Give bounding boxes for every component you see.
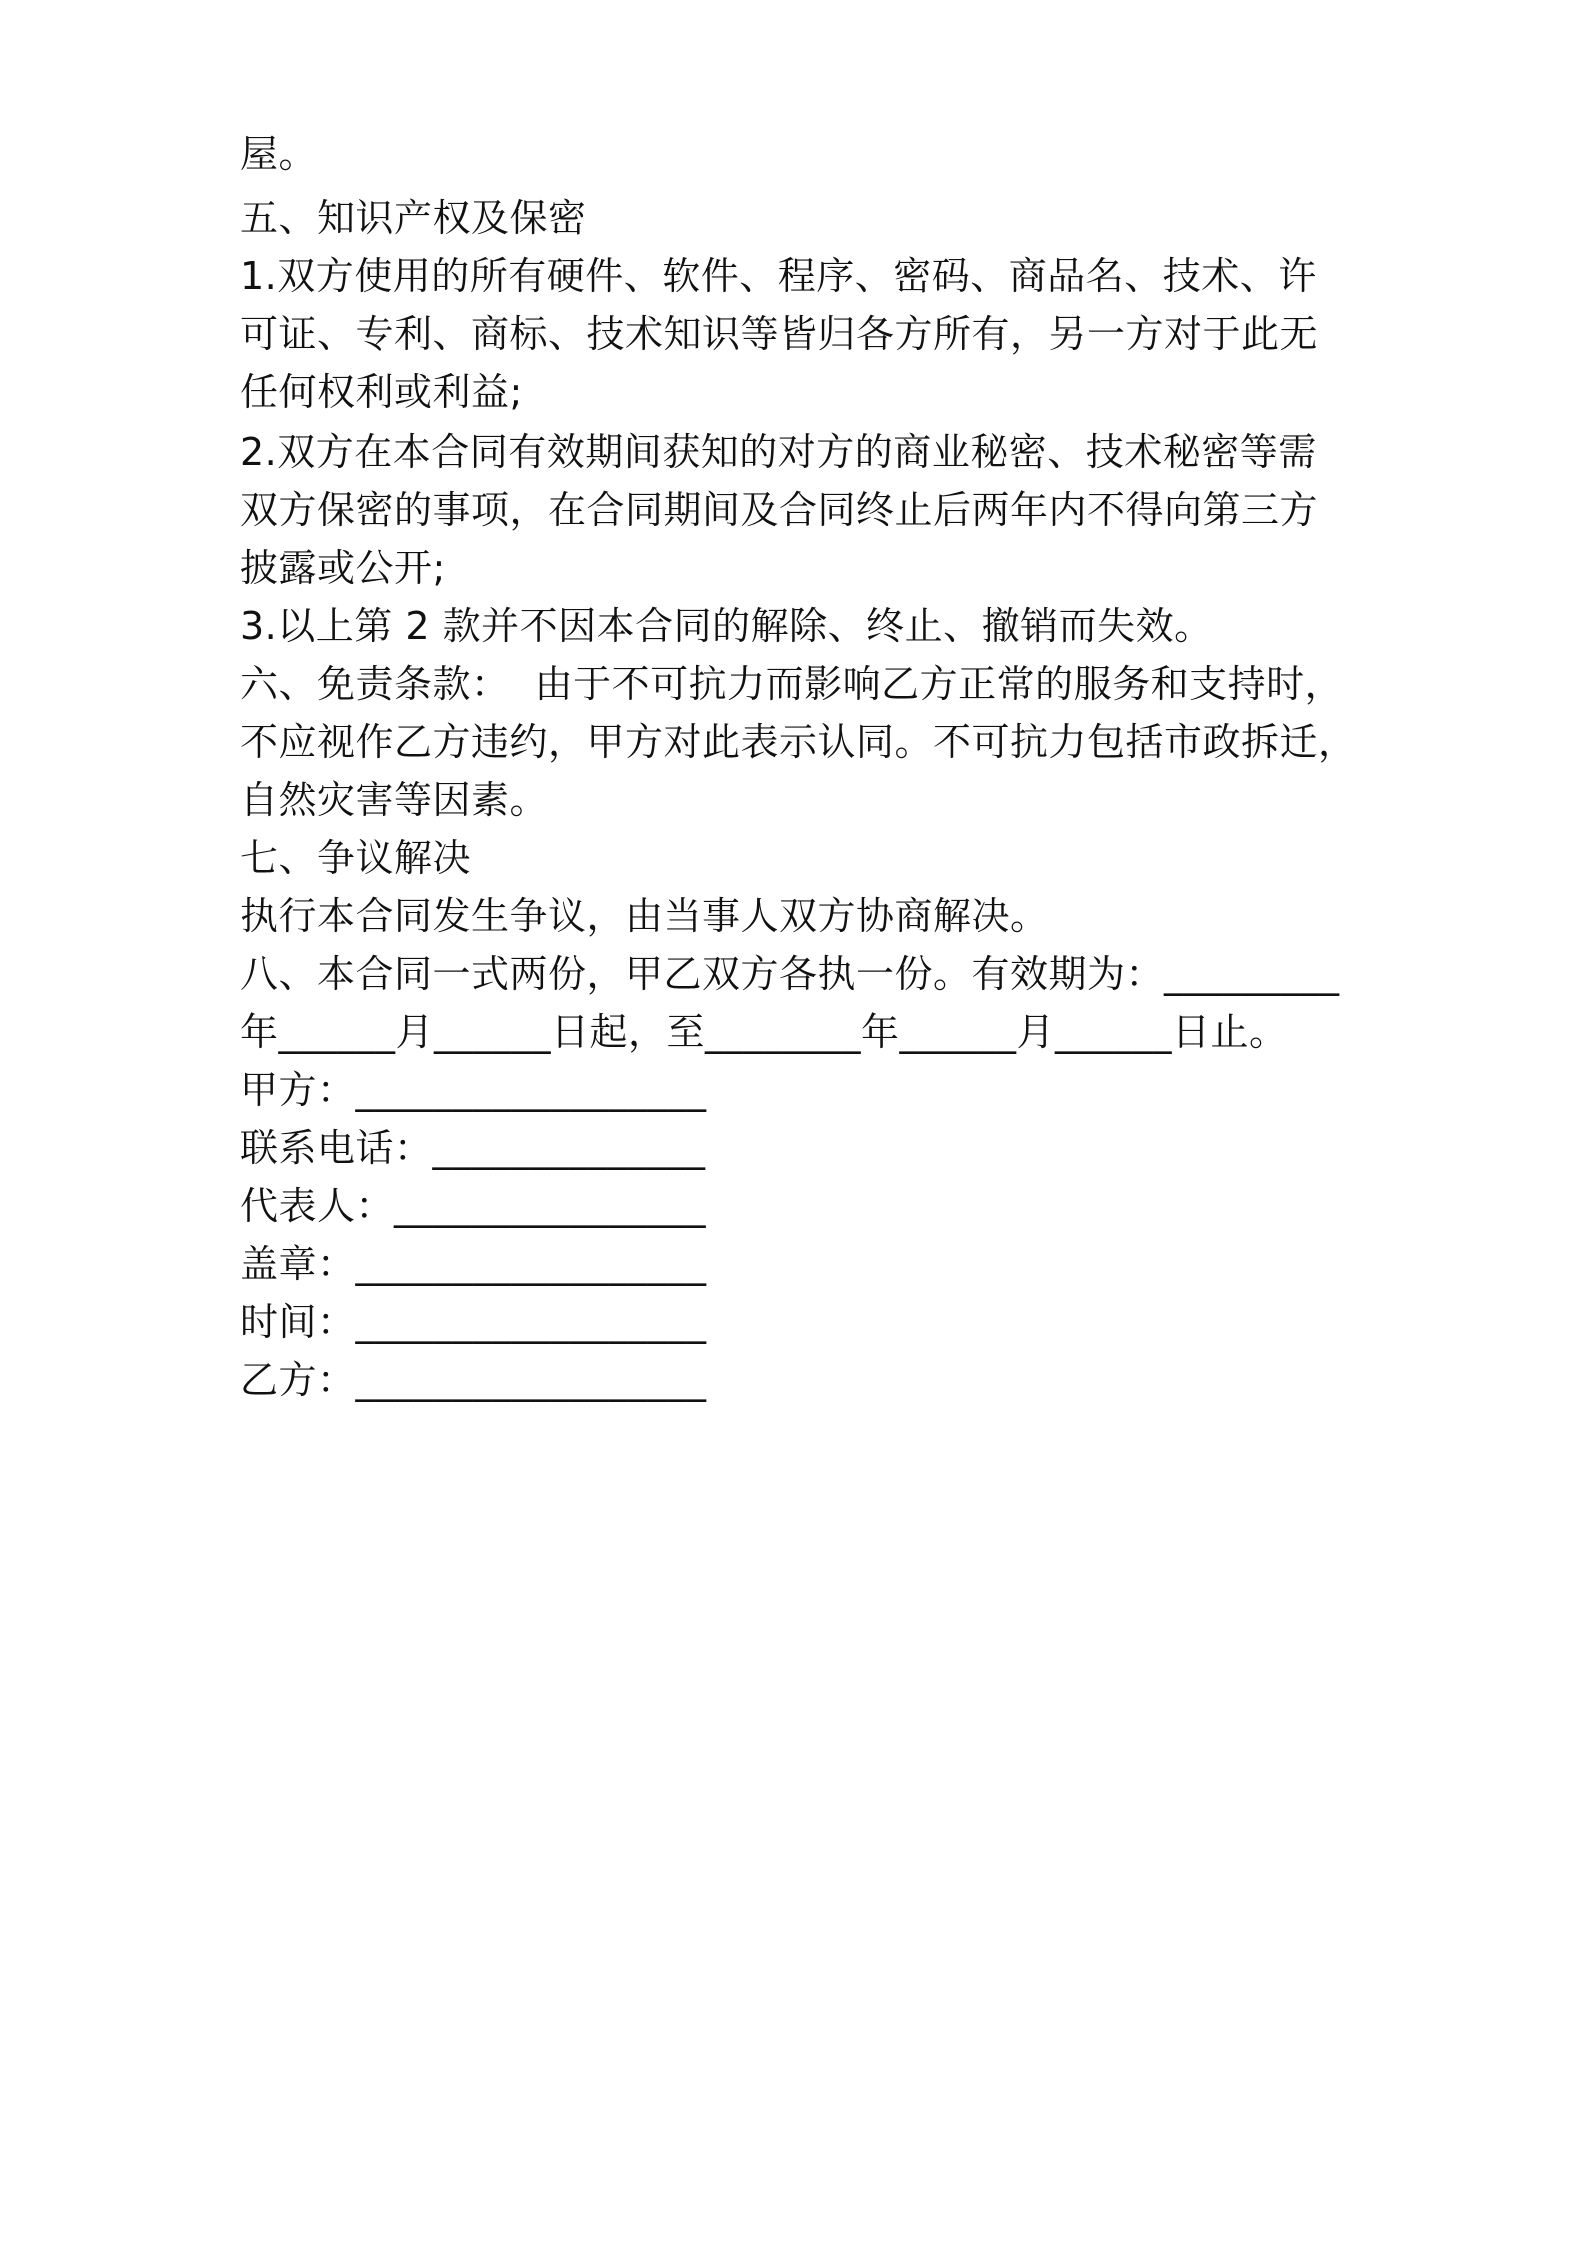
section-heading-ip-confidentiality: 五、知识产权及保密: [240, 196, 587, 240]
section-heading-dispute: 七、争议解决: [240, 836, 472, 880]
section-disclaimer-line-2: 不应视作乙方违约，甲方对此表示认同。不可抗力包括市政拆迁，: [240, 720, 1357, 764]
section-disclaimer-line-1: 六、免责条款： 由于不可抗力而影响乙方正常的服务和支持时，: [240, 662, 1344, 706]
clause-5-2-line-1: 2.双方在本合同有效期间获知的对方的商业秘密、技术秘密等需: [240, 430, 1317, 474]
signature-contact-phone: 联系电话：______________: [240, 1126, 706, 1170]
clause-5-3: 3.以上第 2 款并不因本合同的解除、终止、撤销而失效。: [240, 604, 1213, 648]
clause-5-2-line-2: 双方保密的事项，在合同期间及合同终止后两年内不得向第三方: [240, 488, 1319, 532]
signature-party-a: 甲方：__________________: [240, 1068, 707, 1112]
clause-5-1-line-2: 可证、专利、商标、技术知识等皆归各方所有，另一方对于此无: [240, 312, 1319, 356]
clause-5-1-line-3: 任何权利或利益;: [240, 370, 523, 414]
clause-5-2-line-3: 披露或公开;: [240, 546, 446, 590]
section-copies-validity-line-2: 年______月______日起，至________年______月______日止。: [240, 1010, 1288, 1054]
dispute-text: 执行本合同发生争议，由当事人双方协商解决。: [240, 894, 1049, 938]
section-disclaimer-line-3: 自然灾害等因素。: [240, 778, 549, 822]
text-line-continuation: 屋。: [240, 132, 318, 176]
signature-seal: 盖章：__________________: [240, 1242, 707, 1286]
section-copies-validity-line-1: 八、本合同一式两份，甲乙双方各执一份。有效期为：_________: [240, 952, 1340, 996]
clause-5-1-line-1: 1.双方使用的所有硬件、软件、程序、密码、商品名、技术、许: [240, 254, 1317, 298]
signature-party-b: 乙方：__________________: [240, 1358, 707, 1402]
signature-date: 时间：__________________: [240, 1300, 707, 1344]
signature-representative: 代表人：________________: [240, 1184, 707, 1228]
